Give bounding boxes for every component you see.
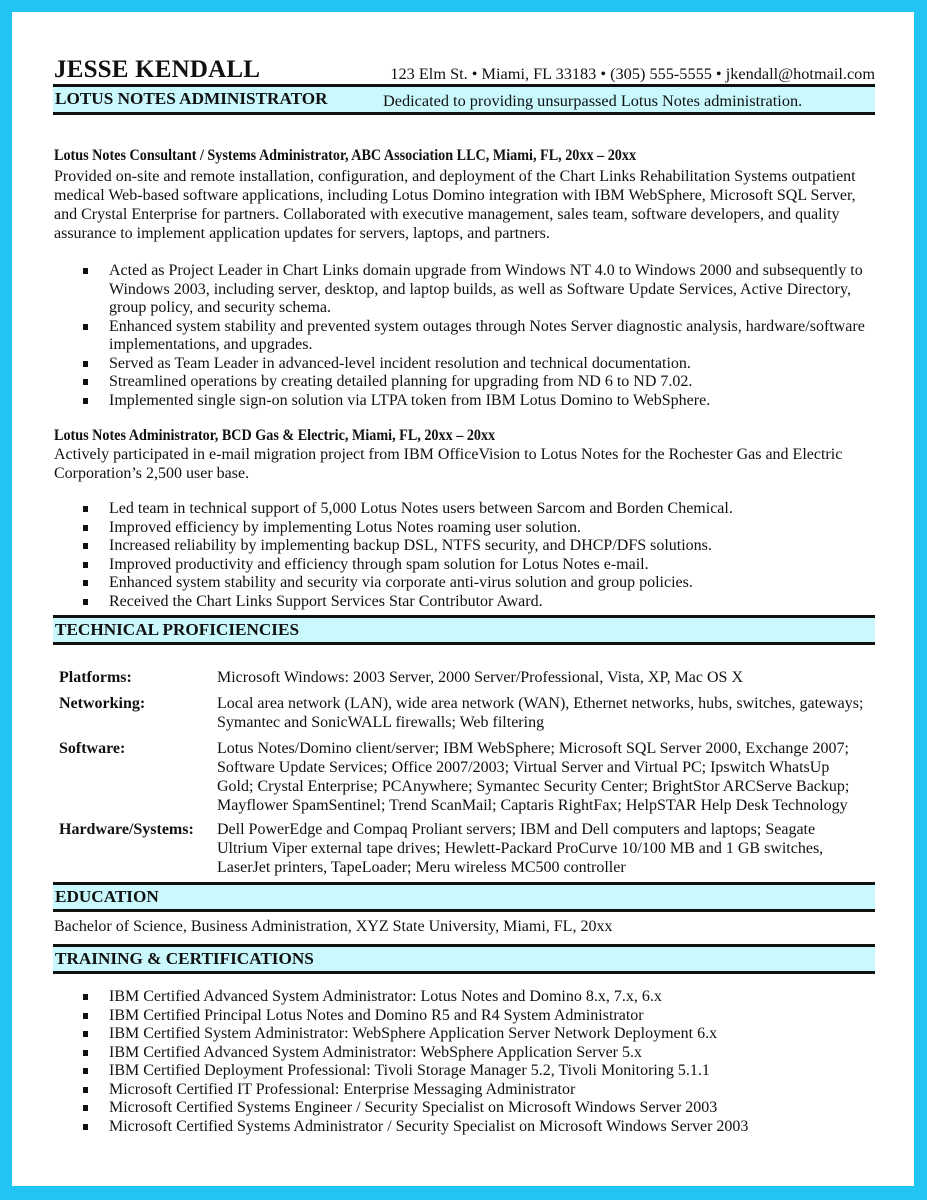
certification: Microsoft Certified Systems Engineer / Security Specialist on Microsoft Windows Server 2003	[109, 1099, 718, 1116]
job-bullets	[53, 262, 865, 410]
bullet-line: implementations, and upgrades.	[109, 336, 313, 353]
bullet-line: Enhanced system stability and prevented system outages through Notes Server diagnostic analysis, hardware/software	[109, 317, 865, 335]
skill-line: Software Update Services; Office 2007/2003; Virtual Server and Virtual PC; Ipswitch WhatsUp	[217, 759, 830, 776]
bullet-line: Windows 2003, including server, desktop, and laptop builds, as well as Software Update Services, Active Directory,	[109, 280, 851, 298]
section-heading: TECHNICAL PROFICIENCIES	[55, 620, 300, 639]
list-item	[53, 318, 865, 355]
summary-line: Actively participated in e-mail migration project from IBM OfficeVision to Lotus Notes for the Rochester Gas and Electric	[54, 446, 843, 463]
education-entry: Bachelor of Science, Business Administration, XYZ State University, Miami, FL, 20xx	[54, 918, 613, 935]
list-item	[53, 519, 733, 538]
section-rule-bottom	[53, 971, 875, 974]
certification: IBM Certified System Administrator: WebSphere Application Server Network Deployment 6.x	[109, 1025, 718, 1042]
bullet-line: Implemented single sign-on solution via LTPA token from IBM Lotus Domino to WebSphere.	[109, 391, 711, 409]
skill-line: Lotus Notes/Domino client/server; IBM WebSphere; Microsoft SQL Server 2000, Exchange 2007;	[217, 740, 849, 757]
list-item	[53, 500, 733, 519]
certification: IBM Certified Principal Lotus Notes and Domino R5 and R4 System Administrator	[109, 1006, 644, 1024]
bullet-line: Served as Team Leader in advanced-level incident resolution and technical documentation.	[109, 354, 691, 372]
certification: Microsoft Certified IT Professional: Enterprise Messaging Administrator	[109, 1080, 576, 1098]
skill-line: Mayflower SpamSentinel; Trend ScanMail; Captaris RightFax; HelpSTAR Help Desk Technology	[217, 797, 848, 814]
list-item	[53, 593, 733, 612]
bullet-line: Led team in technical support of 5,000 Lotus Notes users between Sarcom and Borden Chemical.	[109, 500, 733, 517]
list-item	[53, 1007, 748, 1026]
list-item	[53, 262, 865, 318]
title-band	[53, 87, 875, 112]
summary-line: assurance to implement application updates for servers, laptops, and partners.	[54, 225, 550, 242]
skill-value	[217, 668, 743, 687]
skill-label: Software:	[59, 740, 126, 757]
bullet-line: Enhanced system stability and security via corporate anti-virus solution and group policies.	[109, 574, 693, 591]
education-band	[53, 885, 875, 909]
certification: IBM Certified Advanced System Administrator: WebSphere Application Server 5.x	[109, 1043, 642, 1061]
certification: IBM Certified Deployment Professional: Tivoli Storage Manager 5.2, Tivoli Monitoring 5.1.1	[109, 1062, 710, 1079]
summary-line: Provided on-site and remote installation, configuration, and deployment of the Chart Links Rehabilitation Systems outpatient	[54, 168, 856, 185]
skill-value	[217, 694, 863, 732]
list-item	[53, 556, 733, 575]
list-item	[53, 1044, 748, 1063]
list-item	[53, 1062, 748, 1081]
bullet-line: Increased reliability by implementing backup DSL, NTFS security, and DHCP/DFS solutions.	[109, 537, 712, 554]
job-summary	[54, 167, 874, 243]
skill-label: Hardware/Systems:	[59, 821, 194, 838]
job-summary	[54, 445, 874, 483]
bullet-line: Improved productivity and efficiency through spam solution for Lotus Notes e-mail.	[109, 555, 649, 573]
header-rule-bottom	[53, 112, 875, 115]
bullet-line: group policy, and security schema.	[109, 299, 332, 316]
list-item	[53, 392, 865, 411]
list-item	[53, 1081, 748, 1100]
section-heading: TRAINING & CERTIFICATIONS	[55, 949, 314, 968]
summary-line: and Crystal Enterprise for partners. Collaborated with executive management, sales team, software developers, and quality	[54, 206, 840, 223]
skill-line: Local area network (LAN), wide area network (WAN), Ethernet networks, hubs, switches, gateways;	[217, 695, 864, 712]
skill-line: Dell PowerEdge and Compaq Proliant servers; IBM and Dell computers and laptops; Seagate	[217, 821, 816, 838]
section-rule-bottom	[53, 909, 875, 912]
skill-label: Networking:	[59, 695, 146, 712]
skill-value	[217, 820, 823, 877]
summary-line: Corporation’s 2,500 user base.	[54, 465, 250, 482]
bullet-line: Streamlined operations by creating detailed planning for upgrading from ND 6 to ND 7.02.	[109, 373, 693, 390]
bullet-line: Acted as Project Leader in Chart Links domain upgrade from Windows NT 4.0 to Windows 2000 and subsequently to	[109, 262, 863, 279]
professional-title: LOTUS NOTES ADMINISTRATOR	[55, 89, 328, 108]
skill-line: Ultrium Viper external tape drives; Hewlett-Packard ProCurve 10/100 MB and 1 GB switches,	[217, 840, 824, 857]
section-heading: EDUCATION	[55, 887, 159, 906]
list-item	[53, 537, 733, 556]
list-item	[53, 355, 865, 374]
tagline: Dedicated to providing unsurpassed Lotus Notes administration.	[383, 91, 803, 110]
list-item	[53, 1025, 748, 1044]
bullet-line: Received the Chart Links Support Services Star Contributor Award.	[109, 592, 543, 610]
job-title: Lotus Notes Consultant / Systems Administrator, ABC Association LLC, Miami, FL, 20xx – 20xx	[54, 147, 637, 164]
skill-line: Microsoft Windows: 2003 Server, 2000 Server/Professional, Vista, XP, Mac OS X	[217, 669, 744, 686]
list-item	[53, 373, 865, 392]
technical-band	[53, 618, 875, 642]
skill-line: Symantec and SonicWALL firewalls; Web filtering	[217, 714, 545, 731]
list-item	[53, 1099, 748, 1118]
certification: IBM Certified Advanced System Administrator: Lotus Notes and Domino 8.x, 7.x, 6.x	[109, 988, 662, 1005]
skill-label: Platforms:	[59, 669, 132, 686]
candidate-name: JESSE KENDALL	[54, 56, 261, 83]
summary-line: medical Web-based software applications, including Lotus Domino integration with IBM WebSphere, Microsoft SQL Server,	[54, 187, 856, 204]
job-bullets	[53, 500, 733, 611]
resume-page	[12, 12, 914, 1186]
header-row	[53, 56, 875, 86]
contact-info: 123 Elm St. • Miami, FL 33183 • (305) 555-5555 • jkendall@hotmail.com	[390, 64, 875, 83]
job-title: Lotus Notes Administrator, BCD Gas & Electric, Miami, FL, 20xx – 20xx	[54, 427, 496, 444]
section-rule-bottom	[53, 642, 875, 645]
bullet-line: Improved efficiency by implementing Lotus Notes roaming user solution.	[109, 518, 582, 536]
certification: Microsoft Certified Systems Administrator / Security Specialist on Microsoft Windows Server 2003	[109, 1117, 749, 1135]
skill-line: Gold; Crystal Enterprise; PCAnywhere; Symantec Security Center; BrightStor ARCServe Backup;	[217, 778, 850, 795]
skill-line: LaserJet printers, TapeLoader; Meru wireless MC500 controller	[217, 859, 626, 876]
list-item	[53, 574, 733, 593]
certification-list	[53, 988, 748, 1136]
skill-value	[217, 739, 849, 815]
training-band	[53, 947, 875, 971]
list-item	[53, 988, 748, 1007]
list-item	[53, 1118, 748, 1137]
